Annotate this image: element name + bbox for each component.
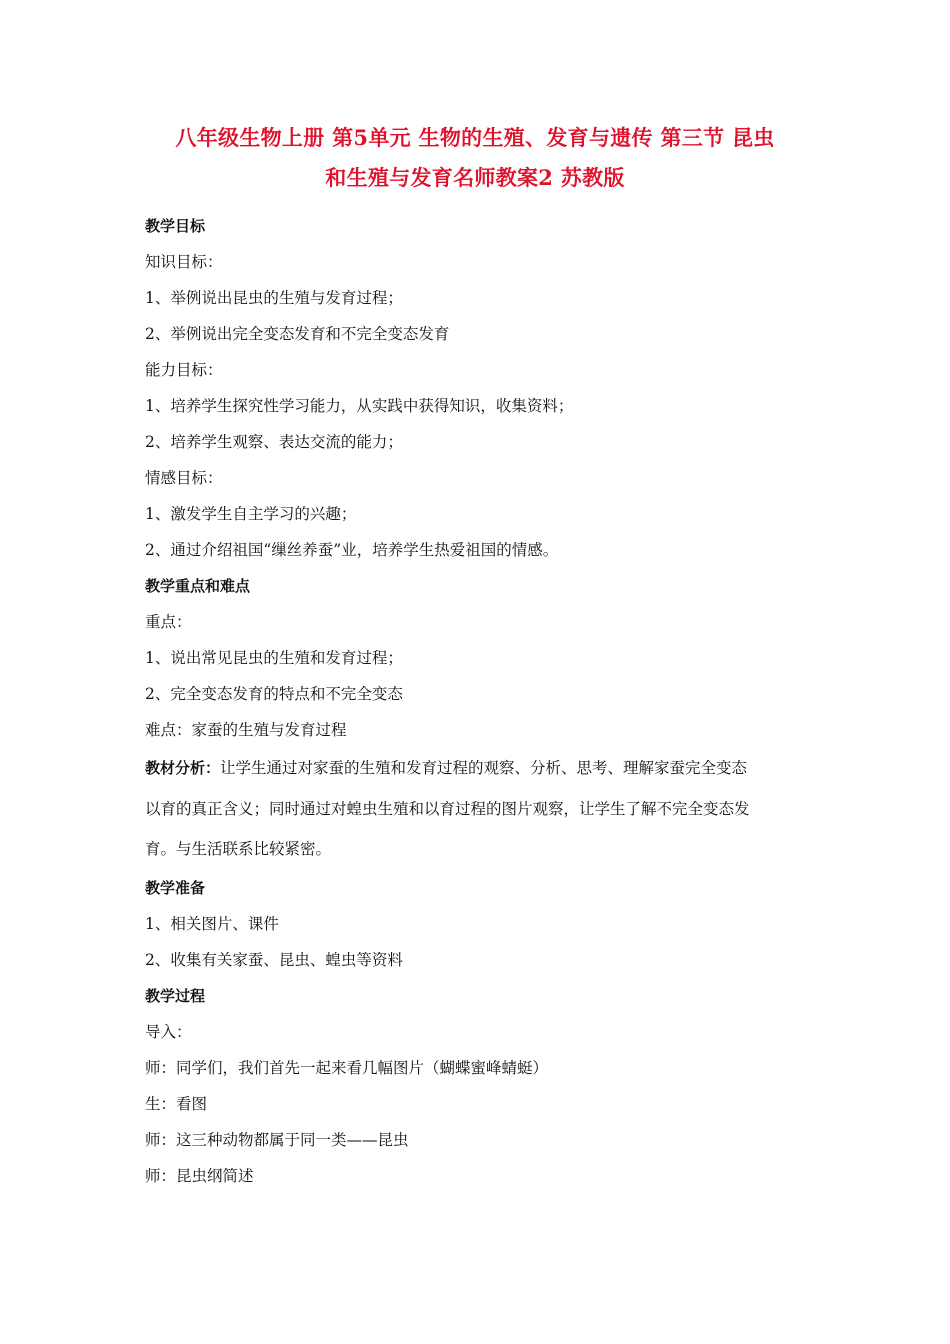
list-item: 2、收集有关家蚕、昆虫、蝗虫等资料 — [145, 950, 403, 969]
process-line: 生：看图 — [145, 1094, 208, 1113]
title-line-1: 八年级生物上册 第5单元 生物的生殖、发育与遗传 第三节 昆虫 — [175, 125, 775, 150]
analysis-line-3: 育。与生活联系比较紧密。 — [145, 840, 332, 858]
document-title — [145, 118, 805, 198]
analysis-lead: 教材分析： — [145, 759, 221, 777]
section-heading-prep: 教学准备 — [145, 878, 206, 897]
analysis-line-1 — [145, 748, 805, 789]
list-item: 1、激发学生自主学习的兴趣； — [145, 505, 357, 523]
analysis-line-2: 以育的真正含义；同时通过对蝗虫生殖和以育过程的图片观察，让学生了解不完全变态发 — [145, 799, 750, 818]
document-page — [145, 118, 805, 1194]
title-line-2: 和生殖与发育名师教案2 苏教版 — [325, 165, 625, 190]
ability-label: 能力目标： — [145, 361, 223, 379]
list-item: 2、举例说出完全变态发育和不完全变态发育 — [145, 325, 450, 343]
list-item: 1、相关图片、课件 — [145, 914, 279, 933]
process-line: 师：昆虫纲简述 — [145, 1166, 254, 1185]
emotion-label: 情感目标： — [145, 469, 223, 487]
difficulty-line: 难点：家蚕的生殖与发育过程 — [145, 721, 347, 739]
knowledge-label: 知识目标： — [145, 253, 223, 271]
section-heading-objectives: 教学目标 — [145, 217, 206, 235]
list-item: 1、培养学生探究性学习能力，从实践中获得知识，收集资料； — [145, 397, 574, 415]
section-heading-process: 教学过程 — [145, 986, 206, 1005]
list-item: 2、培养学生观察、表达交流的能力； — [145, 433, 403, 451]
analysis-paragraph — [145, 748, 805, 870]
list-item: 1、举例说出昆虫的生殖与发育过程； — [145, 289, 403, 307]
key-label: 重点： — [145, 613, 192, 631]
list-item: 2、完全变态发育的特点和不完全变态 — [145, 685, 403, 703]
process-line: 师：这三种动物都属于同一类——昆虫 — [145, 1130, 409, 1149]
list-item: 2、通过介绍祖国“缫丝养蚕”业，培养学生热爱祖国的情感。 — [145, 541, 559, 559]
analysis-text: 让学生通过对家蚕的生殖和发育过程的观察、分析、思考、理解家蚕完全变态 — [220, 759, 748, 777]
process-line: 导入： — [145, 1022, 192, 1041]
process-line: 师：同学们，我们首先一起来看几幅图片（蝴蝶蜜峰蜻蜓） — [145, 1058, 549, 1077]
list-item: 1、说出常见昆虫的生殖和发育过程； — [145, 649, 403, 667]
section-heading-focus: 教学重点和难点 — [145, 577, 251, 595]
